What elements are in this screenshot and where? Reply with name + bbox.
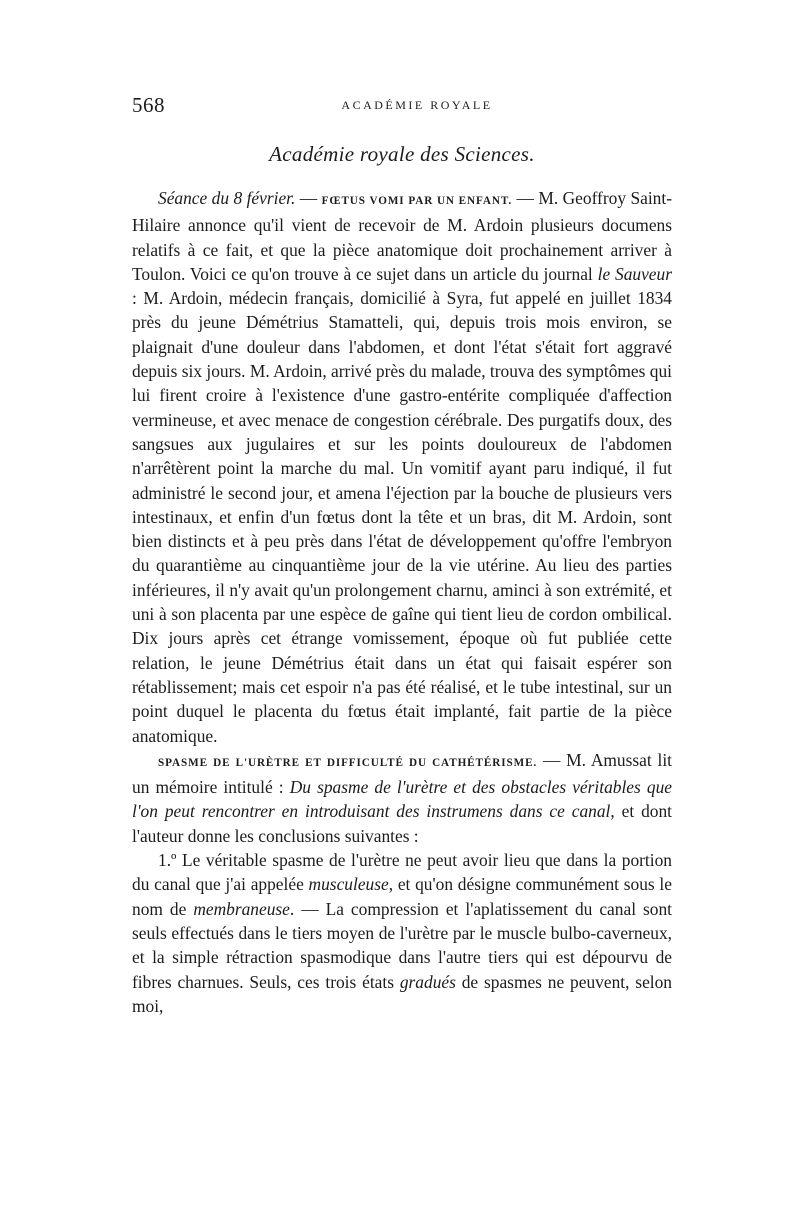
paragraph-spasme <box>132 748 672 848</box>
dash: — <box>537 749 567 770</box>
journal-title: le Sauveur <box>597 263 672 284</box>
body-text <box>132 186 672 1018</box>
term-musculeuse: musculeuse <box>308 874 389 895</box>
paragraph-text: M. Geoffroy Saint-Hilaire annonce qu'il vient de recevoir de M. Ardoin plusieurs documens relatifs à ce fait, et que la pièce anatomique doit prochainement arriver à Toulon. Voici ce qu'on trouve à ce sujet dans un article du journal <box>132 188 672 284</box>
paragraph-text: de spasmes ne peuvent, selon moi, <box>132 971 673 1016</box>
running-title: ACADÉMIE ROYALE <box>341 98 493 112</box>
paragraph-text: : M. Ardoin, médecin français, domicilié à Syra, fut appelé en juillet 1834 près du jeune Démétrius Stamatteli, qui, depuis trois mois environ, se plaignait d'une douleur dans l'abdomen, et dont l'état s'était fort aggravé depuis six jours. M. Ardoin, arrivé près du malade, trouva des symptômes qui lui firent croire à l'existence d'une gastro-entérite compliquée d'affection vermineuse, et avec menace de congestion cérébrale. Des purgatifs doux, des sangsues aux jugulaires et sur les points douloureux de l'abdomen n'arrêtèrent point la marche du mal. Un vomitif ayant paru indiqué, il fut administré le second jour, et amena l'éjection par la bouche de plusieurs vers intestinaux, et enfin d'un fœtus dont la tête et un bras, dit M. Ardoin, sont bien distincts et à peu près dans l'état de développement qu'offre l'embryon du quarantième au cinquantième jour de la vie utérine. Au lieu des parties inférieures, il n'y avait qu'un prolongement charnu, aminci à son extrémité, et uni à son placenta par une espèce de gaîne qui tient lieu de cordon ombilical. Dix jours après cet étrange vomissement, époque où fut publiée cette relation, le jeune Démétrius était dans un état qui faisait espérer son rétablissement; mais cet espoir n'a pas été réalisé, et le tube intestinal, sur un point duquel le placenta du fœtus était implanté, fait partie de la pièce anatomique. <box>132 288 672 746</box>
term-membraneuse: membraneuse <box>193 898 290 919</box>
paragraph-text: . — La compression et l'aplatissement du canal sont seuls effectués dans le tiers moyen de l'urètre par le muscle bulbo-caverneux, et la simple rétraction spasmodique dans l'autre tiers qui est dépourvu de fibres charnues. Seuls, ces trois états <box>132 898 672 992</box>
running-head <box>132 93 672 119</box>
article-heading-foetus: FŒTUS VOMI PAR UN ENFANT. <box>321 195 513 207</box>
memoir-title: Du spasme de l'urètre et des obstacles véritables que l'on peut rencontrer en introduisant des instrumens dans ce canal <box>132 777 672 822</box>
paragraph-text: , et qu'on désigne communément sous le nom de <box>132 874 672 919</box>
article-heading-spasme: SPASME DE L'URÈTRE ET DIFFICULTÉ DU CATHÉTÉRISME. <box>158 756 538 769</box>
paragraph-text: M. Amussat lit un mémoire intitulé : <box>132 749 672 798</box>
session-date: Séance du 8 février. <box>158 188 296 208</box>
dash: — <box>512 188 539 208</box>
section-title: Académie royale des Sciences. <box>269 142 535 166</box>
paragraph-foetus-vomi <box>132 186 672 748</box>
page-number: 568 <box>132 93 165 117</box>
term-gradues: gradués <box>399 971 456 992</box>
paragraph-text: , et dont l'auteur donne les conclusions suivantes : <box>132 801 673 846</box>
paragraph-point-1 <box>132 848 672 1018</box>
dash: — <box>295 188 322 208</box>
paragraph-text: 1.º Le véritable spasme de l'urètre ne peut avoir lieu que dans la portion du canal que j'ai appelée <box>132 850 672 895</box>
